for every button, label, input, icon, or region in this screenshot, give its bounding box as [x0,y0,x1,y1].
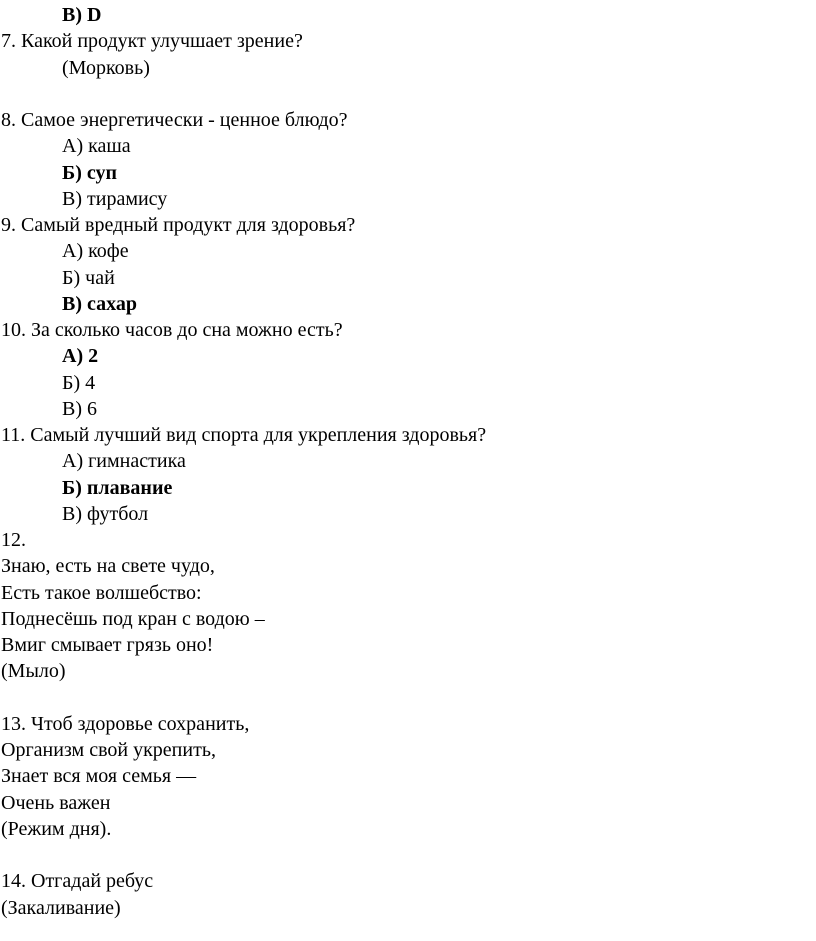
text-line: 10. За сколько часов до сна можно есть? [1,319,343,341]
text-line: В) 6 [62,397,97,420]
text-line: Знаю, есть на свете чудо, [1,555,215,578]
text-line: Знает вся моя семья — [1,765,197,788]
text-line: Б) суп [62,161,118,184]
text-line: Организм свой укрепить, [1,739,216,761]
text-line: (Закаливание) [1,896,121,919]
text-line: Вмиг смывает грязь оно! [1,634,214,656]
text-line: Есть такое волшебство: [1,581,202,604]
text-line: А) 2 [62,345,99,368]
text-line: В) футбол [62,502,149,525]
text-line: А) каша [62,135,131,158]
text-line: В) D [62,4,102,26]
text-line: В) сахар [62,292,137,315]
text-line: 12. [1,529,26,551]
text-line: 14. Отгадай ребус [1,870,154,893]
text-line: (Режим дня). [1,817,112,840]
text-line: 8. Самое энергетически - ценное блюдо? [1,109,348,131]
text-line: Б) плавание [62,476,173,499]
text-line: (Мыло) [1,660,66,683]
text-line: Б) 4 [62,371,96,394]
text-line: 9. Самый вредный продукт для здоровья? [1,214,356,236]
text-line: В) тирамису [62,187,168,210]
text-line: А) кофе [62,240,129,263]
text-line: (Морковь) [62,56,150,79]
text-line: Поднесёшь под кран с водою – [1,607,265,630]
text-line: 7. Какой продукт улучшает зрение? [1,30,303,53]
text-line: 13. Чтоб здоровье сохранить, [1,712,250,735]
text-line: Б) чай [62,266,115,289]
text-line: Очень важен [1,791,111,814]
text-line: А) гимнастика [62,450,186,473]
text-line: 11. Самый лучший вид спорта для укрепления здоровья? [1,424,487,446]
